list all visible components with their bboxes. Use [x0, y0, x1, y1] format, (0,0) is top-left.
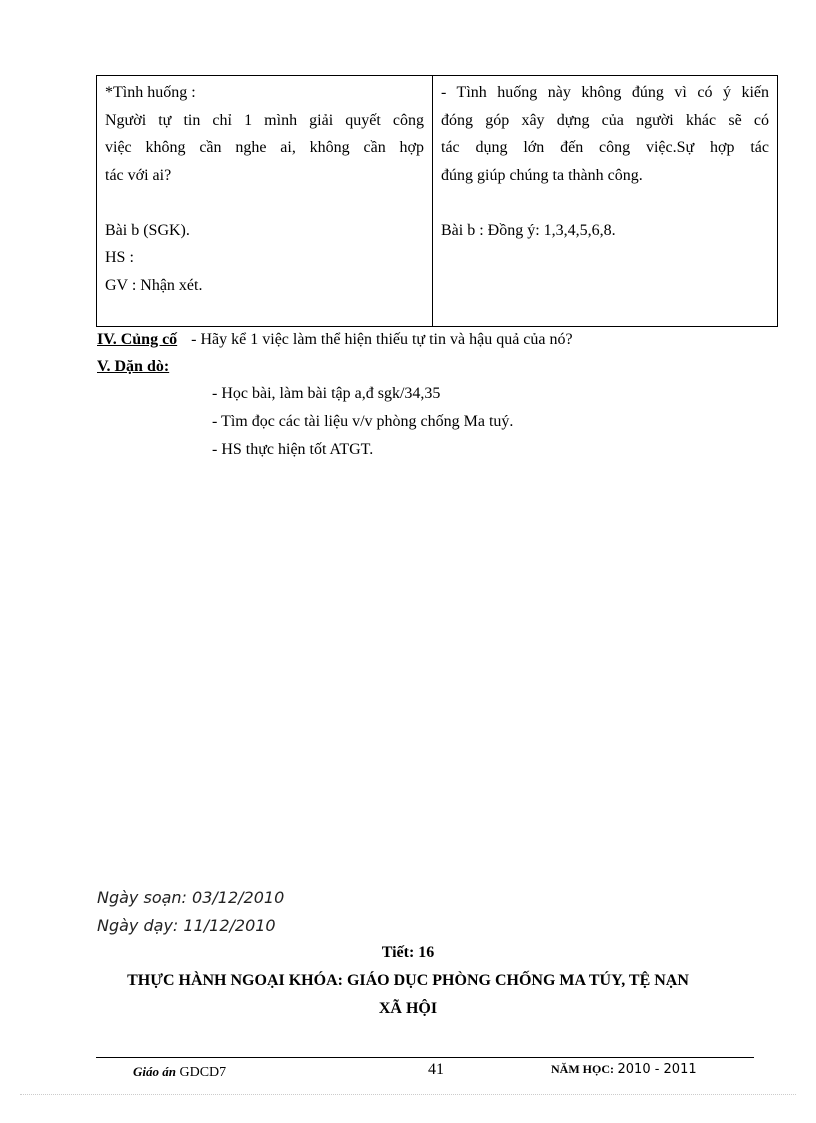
left-blank-line: [105, 189, 424, 217]
lesson-number: Tiết: 16: [381, 944, 435, 961]
footer-left: [133, 1064, 226, 1081]
left-line-7: HS :: [105, 249, 134, 266]
section-iv-heading: IV. Củng cố: [97, 331, 178, 348]
page-edge-dotted-line: [20, 1094, 796, 1095]
right-line-2: đóng góp xây dựng của người khác sẽ có: [441, 111, 769, 129]
right-line-3: tác dụng lớn đến công việc.Sự hợp tác: [441, 139, 769, 156]
footer-divider: [96, 1057, 754, 1058]
lesson-title-line-2: XÃ HỘI: [378, 1000, 438, 1017]
right-line-4: đúng giúp chúng ta thành công.: [441, 166, 643, 184]
content-table: [96, 75, 778, 327]
right-blank-line: [441, 189, 769, 217]
section-v-heading: V. Dặn dò:: [97, 358, 170, 375]
date-prepared: Ngày soạn: 03/12/2010: [97, 888, 285, 907]
left-line-6: Bài b (SGK).: [105, 221, 190, 239]
footer-right: [551, 1062, 697, 1078]
left-line-1: *Tình huống :: [105, 84, 196, 101]
right-line-6: Bài b : Đồng ý: 1,3,4,5,6,8.: [441, 221, 616, 239]
homework-item-1: - Học bài, làm bài tập a,đ sgk/34,35: [212, 385, 441, 402]
section-iv-text: - Hãy kể 1 việc làm thể hiện thiếu tự tin và hậu quả của nó?: [191, 331, 573, 348]
footer-doc-type: Giáo án: [133, 1064, 176, 1079]
left-line-3: việc không cần nghe ai, không cần hợp: [105, 139, 424, 156]
table-right-cell: [433, 76, 777, 326]
left-line-2: Người tự tin chỉ 1 mình giải quyết công: [105, 111, 424, 129]
footer-subject: GDCD7: [179, 1065, 227, 1080]
section-iv: [97, 329, 573, 351]
footer-year-label: NĂM HỌC:: [551, 1062, 614, 1076]
lesson-title-line-1: THỰC HÀNH NGOẠI KHÓA: GIÁO DỤC PHÒNG CHỐNG MA TÚY, TỆ NẠN: [127, 972, 689, 989]
left-line-8: GV : Nhận xét.: [105, 276, 203, 294]
table-left-cell: [97, 76, 433, 326]
footer-page-number: 41: [428, 1061, 444, 1078]
left-line-4: tác với ai?: [105, 166, 172, 184]
right-line-1: - Tình huống này không đúng vì có ý kiến: [441, 84, 769, 101]
footer-year: 2010 - 2011: [617, 1062, 697, 1077]
homework-item-3: - HS thực hiện tốt ATGT.: [212, 441, 374, 458]
date-taught: Ngày dạy: 11/12/2010: [97, 916, 276, 935]
homework-item-2: - Tìm đọc các tài liệu v/v phòng chống Ma tuý.: [212, 413, 514, 430]
